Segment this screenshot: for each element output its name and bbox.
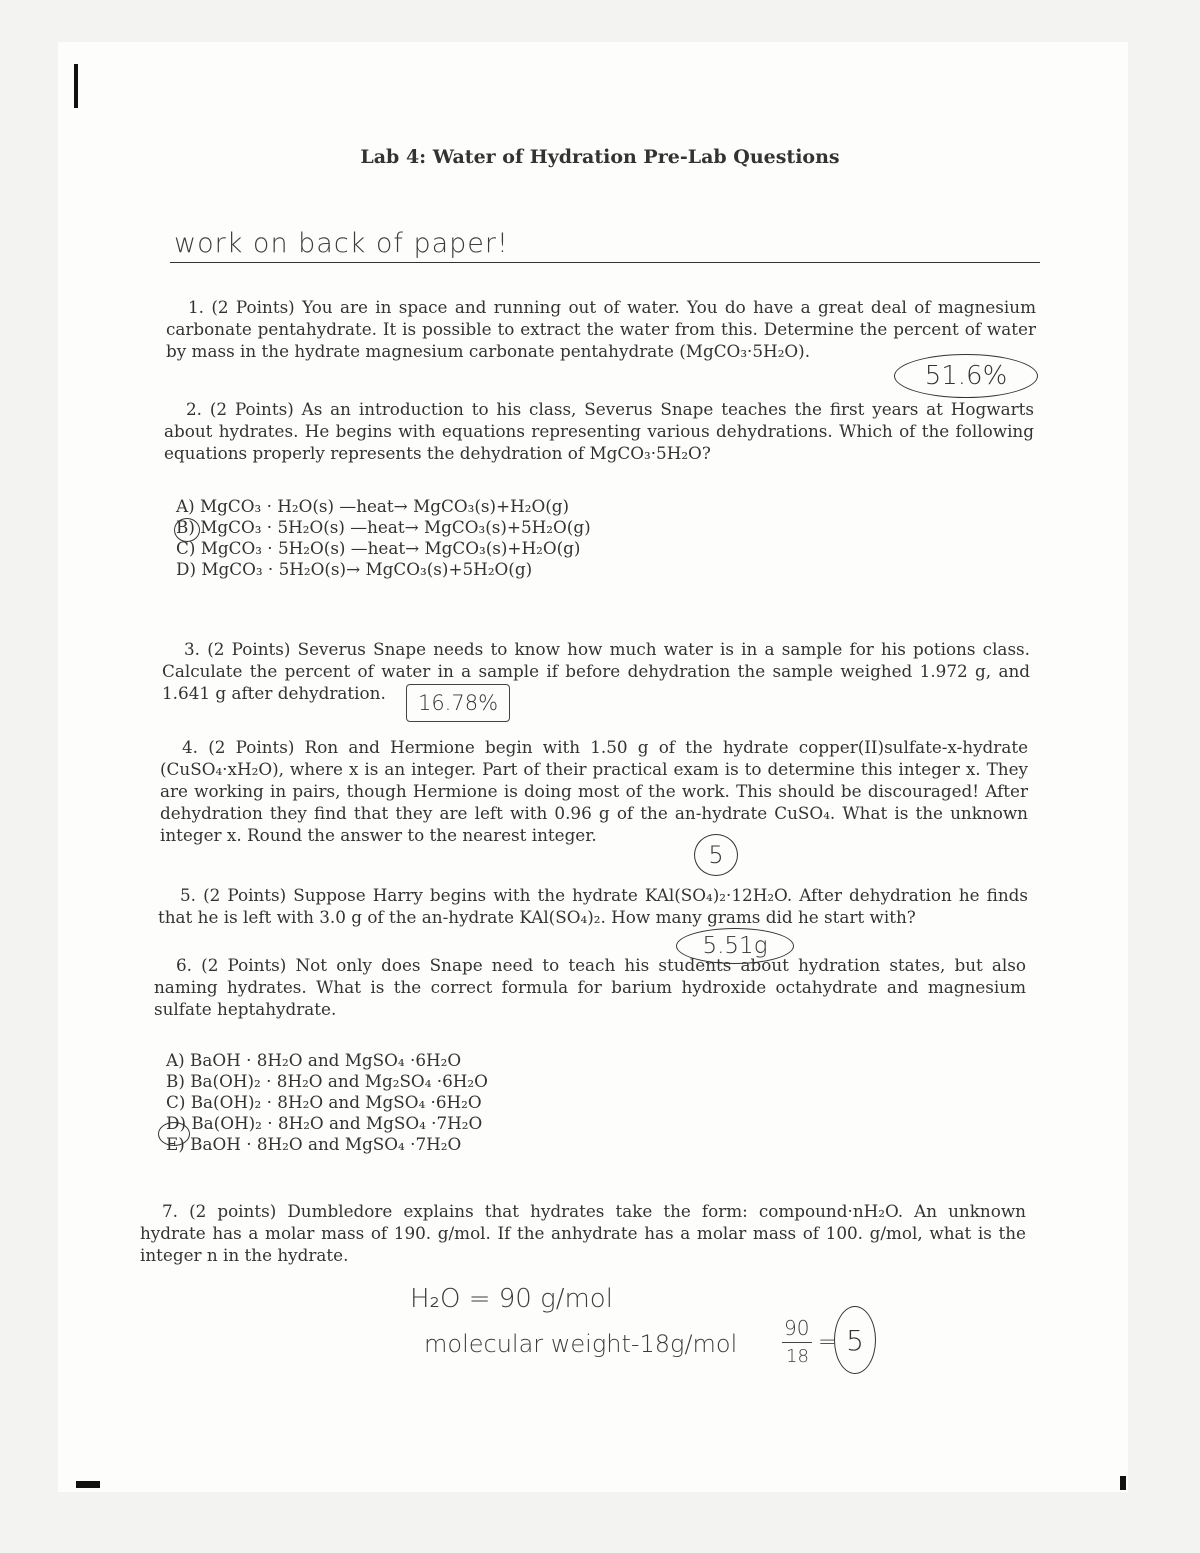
q7-work-line-1: H₂O = 90 g/mol (410, 1284, 613, 1314)
q7-work-line-2: molecular weight-18g/mol (424, 1330, 738, 1358)
answer-3-box (406, 684, 510, 722)
choice-2a: A) MgCO₃ · H₂O(s) —heat→ MgCO₃(s)+H₂O(g) (176, 496, 570, 516)
choice-6c: C) Ba(OH)₂ · 8H₂O and MgSO₄ ·6H₂O (166, 1092, 482, 1112)
choice-6b: B) Ba(OH)₂ · 8H₂O and Mg₂SO₄ ·6H₂O (166, 1071, 488, 1091)
choice-6d: D) Ba(OH)₂ · 8H₂O and MgSO₄ ·7H₂O (166, 1113, 483, 1133)
choice-6a: A) BaOH · 8H₂O and MgSO₄ ·6H₂O (166, 1050, 462, 1070)
page-title: Lab 4: Water of Hydration Pre-Lab Questions (360, 146, 840, 168)
q7-equals-sign: = (818, 1330, 837, 1355)
question-2-choices (176, 496, 591, 580)
question-1: 1. (2 Points) You are in space and running out of water. You do have a great deal of magnesium carbonate pentahydrate. It is possible to extract the water from this. Determine the percent of water by mass in the hydrate magnesium carbonate pentahydrate (MgCO₃·5H₂O). (166, 297, 1036, 361)
scan-edge-mark-left (74, 64, 78, 108)
selected-choice-6d-circle (158, 1122, 190, 1146)
question-3: 3. (2 Points) Severus Snape needs to know how much water is in a sample for his potions class. Calculate the percent of water in a sample if before dehydration the sample weighed 1.972 g, and 1.641 g after dehydration. (162, 639, 1030, 703)
scan-edge-mark-bottom-left (76, 1481, 100, 1488)
question-7: 7. (2 points) Dumbledore explains that hydrates take the form: compound·nH₂O. An unknown hydrate has a molar mass of 190. g/mol. If the anhydrate has a molar mass of 100. g/mol, what is the integer n in the hydrate. (140, 1201, 1026, 1265)
choice-2b: B) MgCO₃ · 5H₂O(s) —heat→ MgCO₃(s)+5H₂O(g) (176, 517, 591, 537)
selected-choice-2b-circle (174, 518, 200, 542)
choice-6e: E) BaOH · 8H₂O and MgSO₄ ·7H₂O (166, 1134, 462, 1154)
question-6: 6. (2 Points) Not only does Snape need to teach his students about hydration states, but also naming hydrates. What is the correct formula for barium hydroxide octahydrate and magnesium sulfate heptahydrate. (154, 955, 1026, 1019)
choice-2c: C) MgCO₃ · 5H₂O(s) —heat→ MgCO₃(s)+H₂O(g) (176, 538, 581, 558)
answer-7: 5 (846, 1323, 864, 1357)
choice-2d: D) MgCO₃ · 5H₂O(s)→ MgCO₃(s)+5H₂O(g) (176, 559, 533, 579)
answer-5: 5.51g (702, 933, 768, 959)
answer-1: 51.6% (924, 361, 1008, 391)
answer-4-circle (694, 834, 738, 876)
q7-fraction-bar (782, 1342, 812, 1343)
q7-fraction-denominator: 18 (786, 1346, 809, 1367)
handwritten-note: work on back of paper! (174, 228, 509, 259)
answer-3: 16.78% (417, 691, 499, 715)
answer-7-circle (834, 1306, 876, 1374)
question-6-choices (166, 1050, 488, 1155)
answer-4: 5 (708, 841, 724, 869)
question-5: 5. (2 Points) Suppose Harry begins with the hydrate KAl(SO₄)₂·12H₂O. After dehydration he finds that he is left with 3.0 g of the an-hydrate KAl(SO₄)₂. How many grams did he start with? (158, 885, 1028, 927)
header-rule (170, 262, 1040, 263)
question-4: 4. (2 Points) Ron and Hermione begin with 1.50 g of the hydrate copper(II)sulfate-x-hydrate (CuSO₄·xH₂O), where x is an integer. Part of their practical exam is to determine this integer x. They are working in pairs, though Hermione is doing most of the work. This should be discouraged! After dehydration they find that they are left with 0.96 g of the an-hydrate CuSO₄. What is the unknown integer x. Round the answer to the nearest integer. (160, 737, 1028, 845)
answer-1-circle (894, 354, 1038, 398)
scan-edge-mark-bottom-right (1120, 1476, 1126, 1490)
question-2: 2. (2 Points) As an introduction to his class, Severus Snape teaches the first years at Hogwarts about hydrates. He begins with equations representing various dehydrations. Which of the following equations properly represents the dehydration of MgCO₃·5H₂O? (164, 399, 1034, 463)
q7-fraction-numerator: 90 (784, 1316, 810, 1340)
